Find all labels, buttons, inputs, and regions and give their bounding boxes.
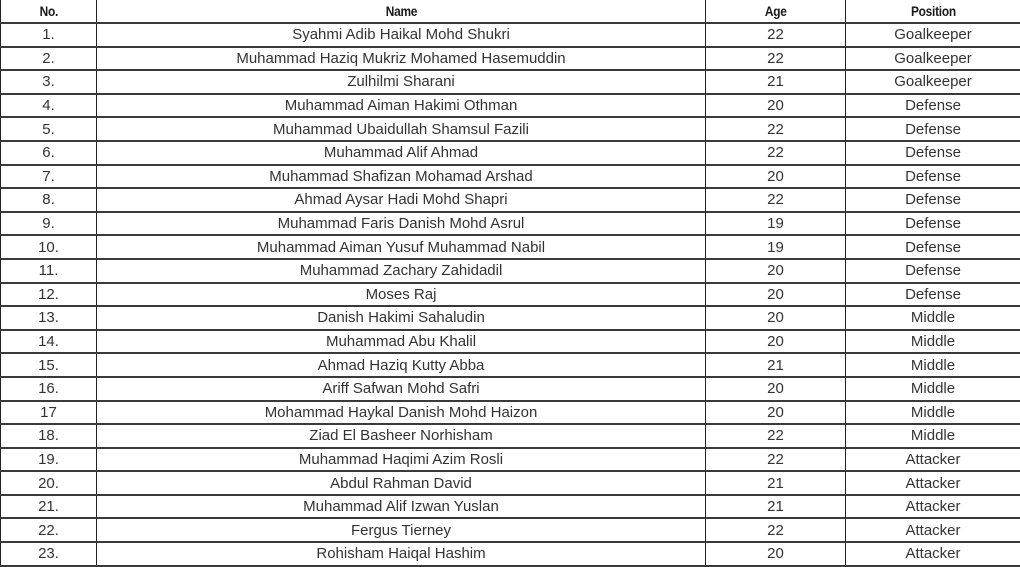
cell-name: Muhammad Aiman Hakimi Othman xyxy=(97,94,706,118)
cell-age: 20 xyxy=(706,306,846,330)
cell-age: 20 xyxy=(706,259,846,283)
table-row xyxy=(1,330,1020,354)
cell-position: Middle xyxy=(846,330,1020,354)
cell-no: 3. xyxy=(1,70,97,94)
table-row xyxy=(1,212,1020,236)
cell-no: 7. xyxy=(1,165,97,189)
cell-position: Attacker xyxy=(846,542,1020,566)
cell-age: 20 xyxy=(706,283,846,307)
cell-name: Muhammad Haqimi Azim Rosli xyxy=(97,448,706,472)
cell-position: Goalkeeper xyxy=(846,70,1020,94)
cell-name: Danish Hakimi Sahaludin xyxy=(97,306,706,330)
cell-age: 20 xyxy=(706,165,846,189)
cell-position: Defense xyxy=(846,94,1020,118)
cell-no: 2. xyxy=(1,47,97,71)
header-name: Name xyxy=(97,0,706,23)
cell-no: 8. xyxy=(1,188,97,212)
cell-no: 23. xyxy=(1,542,97,566)
cell-age: 21 xyxy=(706,471,846,495)
header-age: Age xyxy=(706,0,846,23)
cell-position: Attacker xyxy=(846,448,1020,472)
cell-position: Middle xyxy=(846,353,1020,377)
cell-name: Muhammad Haziq Mukriz Mohamed Hasemuddin xyxy=(97,47,706,71)
header-no: No. xyxy=(1,0,97,23)
cell-name: Fergus Tierney xyxy=(97,518,706,542)
cell-no: 20. xyxy=(1,471,97,495)
table-row xyxy=(1,471,1020,495)
table-row xyxy=(1,283,1020,307)
cell-age: 22 xyxy=(706,117,846,141)
cell-position: Defense xyxy=(846,165,1020,189)
cell-position: Attacker xyxy=(846,495,1020,519)
table-row xyxy=(1,70,1020,94)
cell-position: Attacker xyxy=(846,518,1020,542)
cell-name: Ahmad Haziq Kutty Abba xyxy=(97,353,706,377)
cell-name: Abdul Rahman David xyxy=(97,471,706,495)
table-row xyxy=(1,448,1020,472)
header-position: Position xyxy=(846,0,1020,23)
cell-no: 10. xyxy=(1,235,97,259)
table-row xyxy=(1,94,1020,118)
cell-position: Middle xyxy=(846,377,1020,401)
table-row xyxy=(1,188,1020,212)
cell-no: 4. xyxy=(1,94,97,118)
cell-name: Rohisham Haiqal Hashim xyxy=(97,542,706,566)
cell-no: 13. xyxy=(1,306,97,330)
cell-age: 21 xyxy=(706,495,846,519)
cell-no: 5. xyxy=(1,117,97,141)
cell-position: Middle xyxy=(846,306,1020,330)
cell-no: 14. xyxy=(1,330,97,354)
cell-age: 20 xyxy=(706,94,846,118)
header-row xyxy=(1,0,1020,23)
cell-no: 18. xyxy=(1,424,97,448)
cell-no: 19. xyxy=(1,448,97,472)
cell-no: 16. xyxy=(1,377,97,401)
cell-name: Muhammad Ubaidullah Shamsul Fazili xyxy=(97,117,706,141)
cell-position: Defense xyxy=(846,188,1020,212)
cell-position: Defense xyxy=(846,141,1020,165)
cell-age: 21 xyxy=(706,353,846,377)
cell-position: Defense xyxy=(846,283,1020,307)
cell-name: Muhammad Shafizan Mohamad Arshad xyxy=(97,165,706,189)
cell-age: 22 xyxy=(706,47,846,71)
table-row xyxy=(1,306,1020,330)
table-row xyxy=(1,353,1020,377)
cell-position: Attacker xyxy=(846,471,1020,495)
cell-position: Middle xyxy=(846,401,1020,425)
cell-no: 12. xyxy=(1,283,97,307)
cell-age: 20 xyxy=(706,377,846,401)
cell-name: Ahmad Aysar Hadi Mohd Shapri xyxy=(97,188,706,212)
table-row xyxy=(1,23,1020,47)
cell-name: Zulhilmi Sharani xyxy=(97,70,706,94)
cell-name: Muhammad Abu Khalil xyxy=(97,330,706,354)
table-body xyxy=(1,23,1020,566)
cell-no: 21. xyxy=(1,495,97,519)
cell-name: Ariff Safwan Mohd Safri xyxy=(97,377,706,401)
table-row xyxy=(1,117,1020,141)
cell-age: 22 xyxy=(706,518,846,542)
table-row xyxy=(1,141,1020,165)
cell-name: Muhammad Aiman Yusuf Muhammad Nabil xyxy=(97,235,706,259)
cell-no: 9. xyxy=(1,212,97,236)
cell-age: 21 xyxy=(706,70,846,94)
table-header xyxy=(1,0,1020,23)
cell-position: Defense xyxy=(846,212,1020,236)
cell-age: 20 xyxy=(706,401,846,425)
cell-position: Defense xyxy=(846,117,1020,141)
cell-name: Moses Raj xyxy=(97,283,706,307)
table-row xyxy=(1,518,1020,542)
cell-age: 19 xyxy=(706,235,846,259)
cell-age: 22 xyxy=(706,23,846,47)
cell-position: Defense xyxy=(846,235,1020,259)
cell-age: 22 xyxy=(706,448,846,472)
cell-no: 1. xyxy=(1,23,97,47)
cell-age: 19 xyxy=(706,212,846,236)
table-row xyxy=(1,424,1020,448)
table-row xyxy=(1,259,1020,283)
cell-no: 22. xyxy=(1,518,97,542)
cell-name: Muhammad Alif Ahmad xyxy=(97,141,706,165)
table-row xyxy=(1,542,1020,566)
cell-position: Middle xyxy=(846,424,1020,448)
cell-age: 20 xyxy=(706,330,846,354)
table-row xyxy=(1,165,1020,189)
cell-name: Syahmi Adib Haikal Mohd Shukri xyxy=(97,23,706,47)
cell-position: Goalkeeper xyxy=(846,23,1020,47)
cell-name: Muhammad Zachary Zahidadil xyxy=(97,259,706,283)
cell-age: 22 xyxy=(706,424,846,448)
table-row xyxy=(1,235,1020,259)
table-row xyxy=(1,377,1020,401)
cell-no: 11. xyxy=(1,259,97,283)
cell-name: Mohammad Haykal Danish Mohd Haizon xyxy=(97,401,706,425)
cell-age: 22 xyxy=(706,141,846,165)
cell-name: Ziad El Basheer Norhisham xyxy=(97,424,706,448)
cell-name: Muhammad Faris Danish Mohd Asrul xyxy=(97,212,706,236)
cell-no: 17 xyxy=(1,401,97,425)
table-row xyxy=(1,495,1020,519)
cell-position: Defense xyxy=(846,259,1020,283)
cell-no: 6. xyxy=(1,141,97,165)
cell-age: 22 xyxy=(706,188,846,212)
cell-name: Muhammad Alif Izwan Yuslan xyxy=(97,495,706,519)
table-row xyxy=(1,47,1020,71)
cell-position: Goalkeeper xyxy=(846,47,1020,71)
cell-age: 20 xyxy=(706,542,846,566)
cell-no: 15. xyxy=(1,353,97,377)
table-row xyxy=(1,401,1020,425)
